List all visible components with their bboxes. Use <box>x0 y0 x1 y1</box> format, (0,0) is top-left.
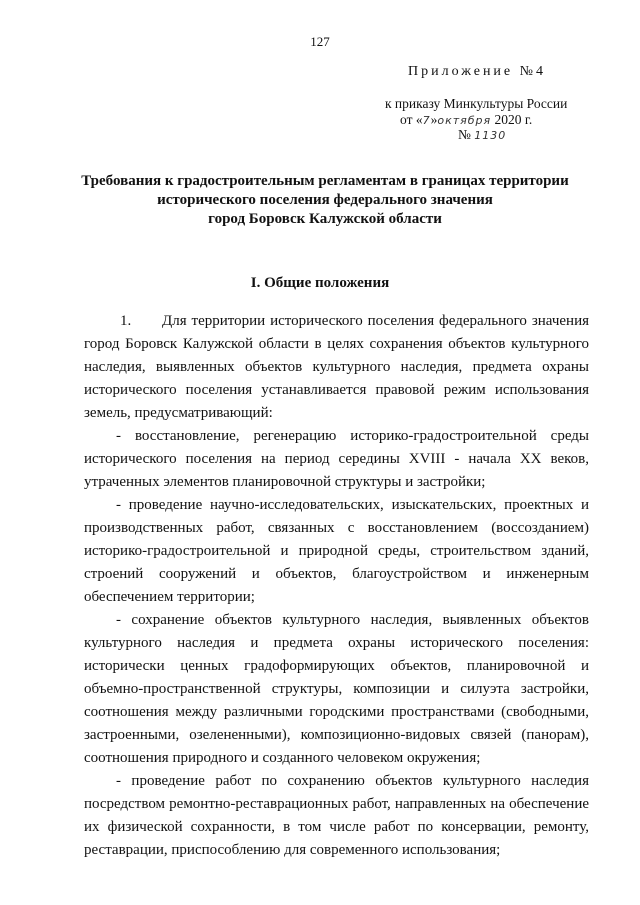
title-line: город Боровск Калужской области <box>208 211 442 227</box>
handwritten-number: 1130 <box>474 129 507 142</box>
page-number: 127 <box>310 34 330 49</box>
order-date-prefix: от « <box>400 112 423 127</box>
paragraph-text: Для территории исторического поселения федерального значения город Боровск Калужской области в целях сохранения объектов культурного наследия, выявленных объектов культурного наследия, предмета охраны исторического поселения устанавливается правовой режим использования земель, предусматривающий: <box>84 313 589 421</box>
order-number <box>458 127 506 143</box>
order-date <box>400 112 532 128</box>
title-line: исторического поселения федерального значения <box>157 192 493 208</box>
document-title <box>60 172 590 229</box>
handwritten-day: 7 <box>422 114 431 127</box>
section-heading: I. Общие положения <box>250 275 390 291</box>
order-date-mid: » <box>430 112 438 127</box>
order-number-prefix: № <box>458 127 471 142</box>
paragraph-number: 1. <box>120 313 132 329</box>
title-line: Требования к градостроительным регламентам в границах территории <box>81 173 569 189</box>
bullet-item: - восстановление, регенерацию историко-градостроительной среды исторического поселения на период середины XVIII - начала XX веков, утраченных элементов планировочной структуры и застройки; <box>84 428 589 490</box>
bullet-item: - проведение работ по сохранению объектов культурного наследия посредством ремонтно-реставрационных работ, направленных на обеспечение их физической сохранности, в том числе работ по консервации, ремонту, реставрации, приспособлению для современного использования; <box>84 773 589 858</box>
order-year: 2020 г. <box>494 112 533 127</box>
paragraph-1 <box>84 310 589 425</box>
bullet-item: - сохранение объектов культурного наследия, выявленных объектов культурного наследия и предмета охраны исторического поселения: исторически ценных градоформирующих объектов, планировочной и объемно-пространственной структуры, композиции и силуэта застройки, соотношения между различными городскими пространствами (свободными, застроенными, озелененными), композиционно-видовых связей (панорам), соотношения природного и созданного человеком окружения; <box>84 612 589 766</box>
document-body <box>84 310 589 862</box>
order-reference: к приказу Минкультуры России <box>385 96 568 111</box>
bullet-item: - проведение научно-исследовательских, изыскательских, проектных и производственных работ, связанных с восстановлением (воссозданием) историко-градостроительной и природной среды, строительством зданий, строений сооружений и объектов, благоустройством и инженерным обеспечением территории; <box>84 497 589 605</box>
appendix-label: Приложение №4 <box>408 64 546 79</box>
handwritten-month: октября <box>437 114 492 127</box>
